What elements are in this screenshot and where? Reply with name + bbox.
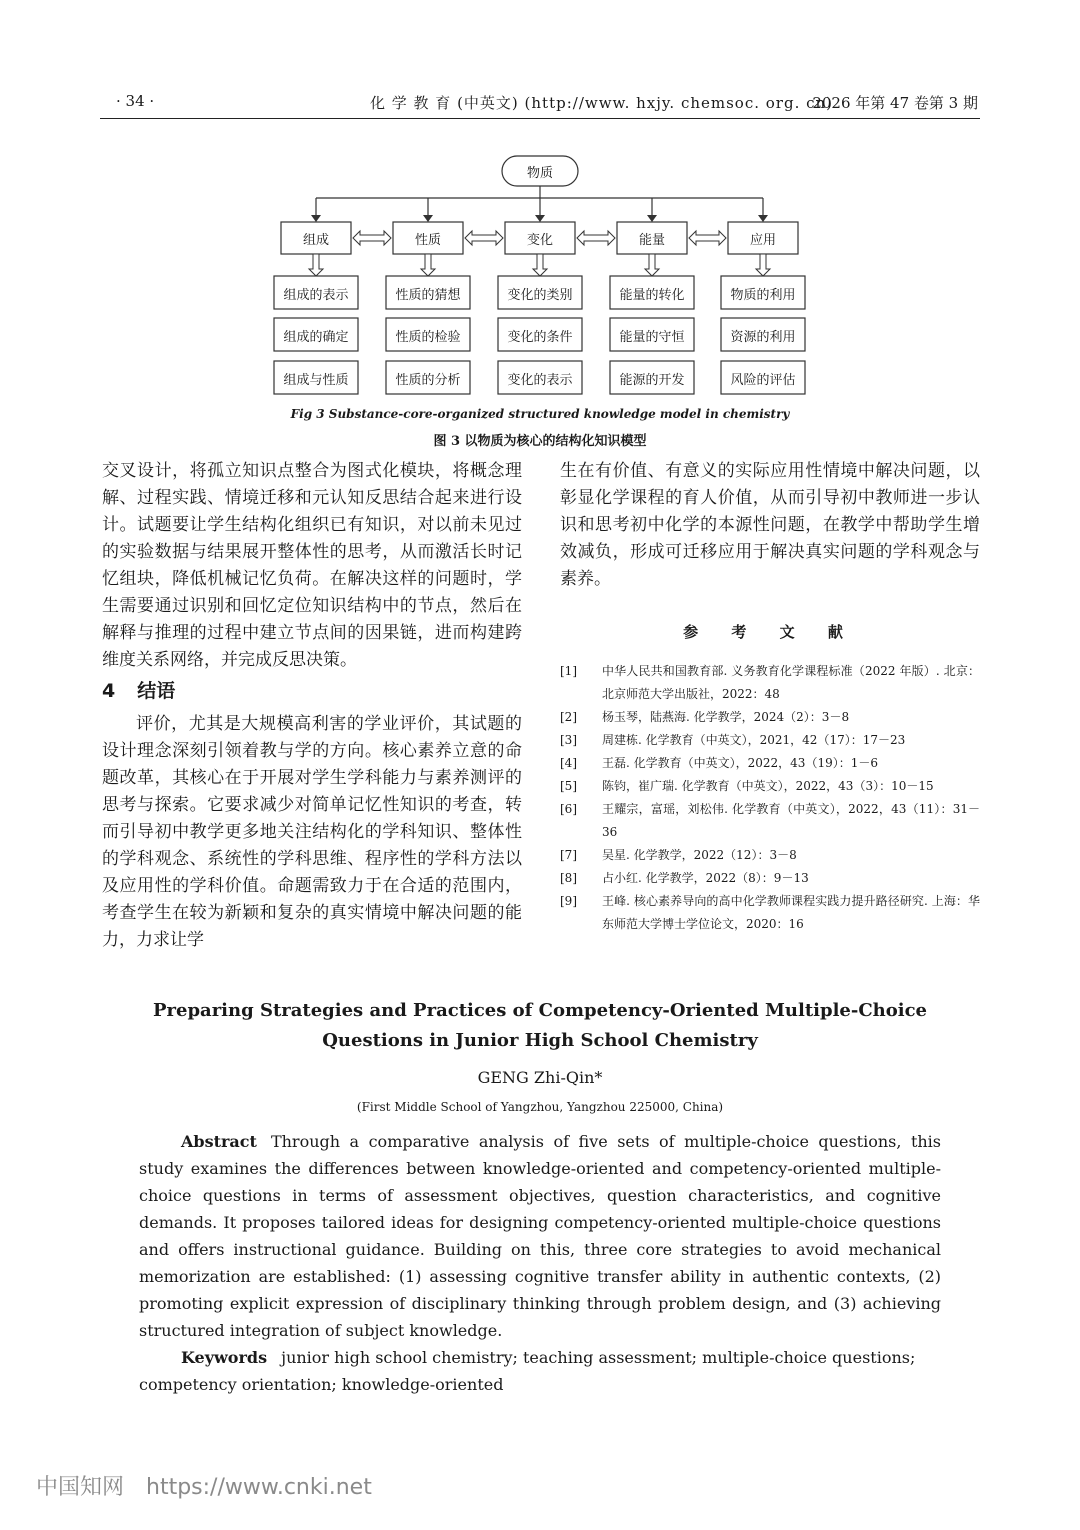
cnki-watermark <box>36 1470 372 1501</box>
bidirectional-arrow <box>689 231 726 245</box>
category-label: 组成 <box>302 233 330 248</box>
keywords-label: Keywords <box>181 1348 268 1367</box>
reference-text: 陈钧，崔广瑞. 化学教育（中英文），2022，43（3）：10－15 <box>602 779 934 793</box>
reference-number: [5] <box>560 779 577 793</box>
down-arrow <box>309 254 323 276</box>
author: GENG Zhi-Qin* <box>477 1068 603 1087</box>
english-title-line: Preparing Strategies and Practices of Competency-Oriented Multiple-Choice <box>152 1000 928 1021</box>
journal-name: 化 学 教 育 (中英文) (http://www. hxjy. chemsoc. org. cn) <box>370 94 834 112</box>
down-arrow <box>421 254 435 276</box>
item-label: 组成的表示 <box>283 287 349 303</box>
english-title <box>0 996 1080 1056</box>
issue-info: 2026 年第 47 卷第 3 期 <box>812 94 978 112</box>
reference-text: 王磊. 化学教育（中英文），2022，43（19）：1－6 <box>602 756 878 770</box>
arrow-head <box>423 215 433 222</box>
reference-number: [8] <box>560 871 577 885</box>
section-heading <box>102 678 522 705</box>
abstract <box>139 1128 941 1344</box>
figure-caption-zh: 图 3 以物质为核心的结构化知识模型 <box>433 434 647 449</box>
reference-text: 王耀宗，富瑶，刘松伟. 化学教育（中英文），2022，43（11）：31－36 <box>602 802 980 839</box>
item-label: 能源的开发 <box>619 372 685 388</box>
reference-item <box>560 775 980 798</box>
reference-text: 杨玉琴，陆燕海. 化学教学，2024（2）：3－8 <box>602 710 850 724</box>
english-title-line: Questions in Junior High School Chemistry <box>322 1030 758 1051</box>
knowledge-model-figure <box>0 0 1080 460</box>
page-number: · 34 · <box>116 92 155 110</box>
body-paragraph: 生在有价值、有意义的实际应用性情境中解决问题，以彰显化学课程的育人价值，从而引导初中教师进一步认识和思考初中化学的本源性问题，在教学中帮助学生增效减负，形成可迁移应用于解决真实问题的学科观念与素养。 <box>560 461 980 589</box>
item-label: 风险的评估 <box>730 372 796 388</box>
keywords <box>139 1344 941 1398</box>
keywords-text: junior high school chemistry; teaching assessment; multiple-choice questions; competency orientation; knowledge-oriented <box>139 1348 916 1394</box>
arrow-head <box>311 215 321 222</box>
reference-list <box>560 660 980 936</box>
item-label: 能量的守恒 <box>619 329 685 345</box>
abstract-label: Abstract <box>181 1132 257 1151</box>
item-label: 变化的表示 <box>507 372 573 388</box>
reference-item <box>560 844 980 867</box>
affiliation: (First Middle School of Yangzhou, Yangzhou 225000, China) <box>356 1100 724 1114</box>
item-label: 性质的分析 <box>395 372 461 388</box>
bidirectional-arrow <box>577 231 615 245</box>
reference-item <box>560 729 980 752</box>
arrow-head <box>647 215 657 222</box>
bidirectional-arrow <box>353 231 391 245</box>
item-label: 物质的利用 <box>730 287 796 303</box>
item-label: 变化的类别 <box>507 287 573 303</box>
reference-number: [6] <box>560 802 577 816</box>
reference-text: 王峰. 核心素养导向的高中化学教师课程实践力提升路径研究. 上海：华东师范大学博士学位论文，2020：16 <box>602 894 980 931</box>
down-arrow <box>645 254 659 276</box>
reference-number: [7] <box>560 848 577 862</box>
reference-item <box>560 890 980 936</box>
root-node-label: 物质 <box>526 166 554 181</box>
item-label: 组成与性质 <box>283 372 349 388</box>
section-number: 4 <box>102 680 116 702</box>
category-label: 性质 <box>414 233 442 248</box>
reference-item <box>560 706 980 729</box>
arrow-head <box>758 215 768 222</box>
item-label: 能量的转化 <box>619 287 685 303</box>
reference-text: 周建栋. 化学教育（中英文），2021，42（17）：17－23 <box>602 733 906 747</box>
item-label: 性质的检验 <box>395 329 461 345</box>
reference-number: [2] <box>560 710 577 724</box>
reference-number: [9] <box>560 894 577 908</box>
category-label: 应用 <box>749 233 777 248</box>
reference-item <box>560 798 980 844</box>
left-column <box>102 458 522 954</box>
reference-item <box>560 660 980 706</box>
watermark-url: https://www.cnki.net <box>146 1475 372 1500</box>
reference-text: 占小红. 化学教学，2022（8）：9－13 <box>602 871 809 885</box>
reference-number: [3] <box>560 733 577 747</box>
watermark-brand: 中国知网 <box>36 1475 125 1500</box>
down-arrow <box>533 254 547 276</box>
section-title: 结语 <box>137 680 176 702</box>
body-paragraph: 评价，尤其是大规模高利害的学业评价，其试题的设计理念深刻引领着教与学的方向。核心素养立意的命题改革，其核心在于开展对学生学科能力与素养测评的思考与探索。它要求减少对简单记忆性知识的考查，转而引导初中教学更多地关注结构化的学科知识、整体性的学科观念、系统性的学科思维、程序性的学科方法以及应用性的学科价值。命题需致力于在合适的范围内，考查学生在较为新颖和复杂的真实情境中解决问题的能力，力求让学 <box>102 714 522 950</box>
reference-item <box>560 752 980 775</box>
reference-item <box>560 867 980 890</box>
reference-text: 吴星. 化学教学，2022（12）：3－8 <box>602 848 797 862</box>
item-label: 资源的利用 <box>730 329 796 345</box>
reference-text: 中华人民共和国教育部. 义务教育化学课程标准（2022 年版）. 北京：北京师范大学出版社，2022：48 <box>602 664 980 701</box>
arrow-head <box>535 215 545 222</box>
item-label: 性质的猜想 <box>395 287 461 303</box>
bidirectional-arrow <box>465 231 503 245</box>
references-heading: 参 考 文 献 <box>683 623 857 641</box>
item-label: 组成的确定 <box>283 329 349 345</box>
reference-number: [4] <box>560 756 577 770</box>
figure-caption-en: Fig 3 Substance-core-organized structured knowledge model in chemistry <box>290 407 790 421</box>
abstract-text: Through a comparative analysis of five sets of multiple-choice questions, this study examines the differences between knowledge-oriented and competency-oriented multiple-choice questions in terms of assessment objectives, question characteristics, and cognitive demands. It proposes tailored ideas for designing competency-oriented multiple-choice questions and offers instructional guidance. Building on this, three core strategies to avoid mechanical memorization are established: (1) assessing cognitive transfer ability in authentic contexts, (2) promoting explicit expression of disciplinary thinking through problem design, and (3) achieving structured integration of subject knowledge. <box>139 1132 941 1340</box>
down-arrow <box>756 254 770 276</box>
right-column <box>560 458 980 936</box>
category-label: 变化 <box>526 233 554 248</box>
item-label: 变化的条件 <box>507 329 573 345</box>
reference-number: [1] <box>560 664 577 678</box>
category-label: 能量 <box>638 233 666 248</box>
body-paragraph: 交叉设计，将孤立知识点整合为图式化模块，将概念理解、过程实践、情境迁移和元认知反思结合起来进行设计。试题要让学生结构化组织已有知识，对以前未见过的实验数据与结果展开整体性的思考，从而激活长时记忆组块，降低机械记忆负荷。在解决这样的问题时，学生需要通过识别和回忆定位知识结构中的节点，然后在解释与推理的过程中建立节点间的因果链，进而构建跨维度关系网络，并完成反思决策。 <box>102 461 522 670</box>
